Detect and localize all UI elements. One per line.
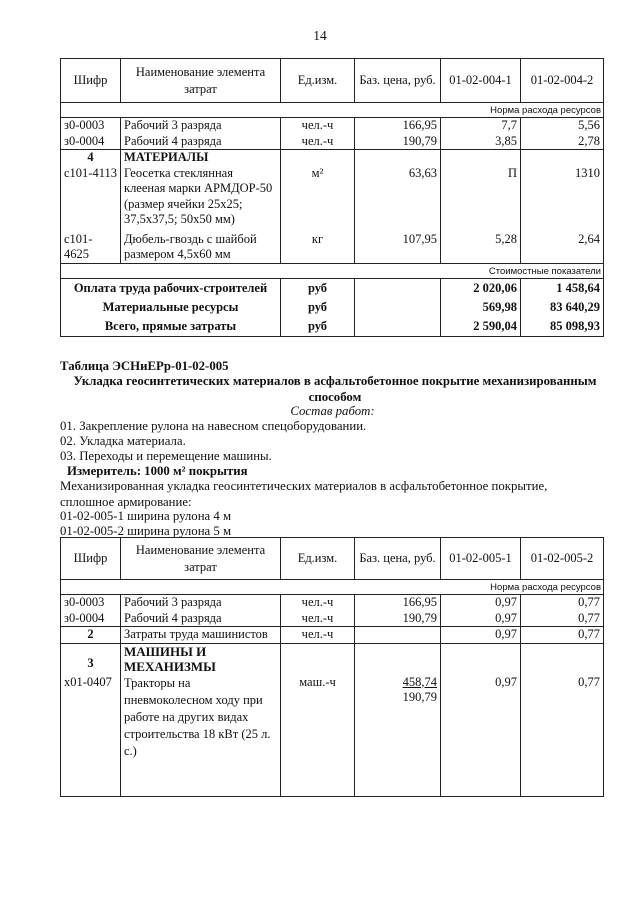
page-number: 14 (313, 28, 327, 43)
row-price: 166,95 (355, 118, 441, 134)
material-name: Дюбель-гвоздь с шайбой размером 4,5х60 мм (121, 228, 281, 264)
row-value-2: 5,56 (521, 118, 604, 134)
work-composition-title: Состав работ: (290, 404, 375, 418)
header-price: Баз. цена, руб. (355, 59, 441, 103)
header-col1: 01-02-005-1 (441, 538, 521, 580)
row-code: з0-0004 (61, 611, 121, 627)
norm-label: Норма расхода ресурсов (61, 580, 604, 595)
total-value-2: 1 458,64 (521, 278, 604, 298)
header-unit: Ед.изм. (281, 59, 355, 103)
header-col2: 01-02-005-2 (521, 538, 604, 580)
row-value-2: 2,78 (521, 134, 604, 150)
machine-unit: маш.-ч (281, 675, 355, 797)
row-name: Рабочий 4 разряда (121, 134, 281, 150)
row-name: Затраты труда машинистов (121, 627, 281, 644)
material-code: с101-4625 (61, 228, 121, 264)
row-code: з0-0003 (61, 118, 121, 134)
machine-price-base: 458,74 (402, 674, 437, 689)
material-value-1: П (441, 166, 521, 228)
table-title: Таблица ЭСНиЕРр-01-02-005 (60, 359, 229, 373)
header-name: Наименование элемента затрат (121, 538, 281, 580)
row-value-1: 0,97 (441, 627, 521, 644)
header-code: Шифр (61, 538, 121, 580)
row-code: 2 (61, 627, 121, 644)
header-unit: Ед.изм. (281, 538, 355, 580)
total-unit: руб (281, 317, 355, 336)
total-unit: руб (281, 298, 355, 317)
norm-label: Норма расхода ресурсов (61, 103, 604, 118)
total-label: Оплата труда рабочих-строителей (61, 278, 281, 298)
total-value-1: 569,98 (441, 298, 521, 317)
row-name: Рабочий 4 разряда (121, 611, 281, 627)
row-value-1: 0,97 (441, 611, 521, 627)
row-code: з0-0004 (61, 134, 121, 150)
work-step: 03. Переходы и перемещение машины. (60, 449, 272, 463)
row-value-2: 0,77 (521, 595, 604, 611)
section-title: МАТЕРИАЛЫ (121, 150, 281, 166)
cost-label: Стоимостные показатели (61, 263, 604, 278)
machine-value-2: 0,77 (521, 675, 604, 797)
header-col2: 01-02-004-2 (521, 59, 604, 103)
machine-name: Тракторы на пневмоколесном ходу при работе на других видах строительства 18 кВт (25 л. с.) (121, 675, 281, 797)
resource-table-005 (60, 537, 604, 797)
header-price: Баз. цена, руб. (355, 538, 441, 580)
machine-price-operator: 190,79 (402, 690, 437, 704)
section-heading: Укладка геосинтетических материалов в асфальтобетонное покрытие механизированным способом (73, 374, 597, 404)
row-name: Рабочий 3 разряда (121, 595, 281, 611)
total-value-1: 2 020,06 (441, 278, 521, 298)
work-step: 01. Закрепление рулона на навесном спецоборудовании. (60, 419, 367, 433)
material-price: 107,95 (355, 228, 441, 264)
material-price: 63,63 (355, 166, 441, 228)
row-value-2: 0,77 (521, 627, 604, 644)
header-code: Шифр (61, 59, 121, 103)
material-unit: кг (281, 228, 355, 264)
section-number: 3 (61, 643, 121, 675)
row-unit: чел.-ч (281, 595, 355, 611)
row-value-1: 7,7 (441, 118, 521, 134)
row-unit: чел.-ч (281, 134, 355, 150)
material-code: с101-4113 (61, 166, 121, 228)
total-value-1: 2 590,04 (441, 317, 521, 336)
work-step: 02. Укладка материала. (60, 434, 186, 448)
row-value-2: 0,77 (521, 611, 604, 627)
header-col1: 01-02-004-1 (441, 59, 521, 103)
row-value-1: 0,97 (441, 595, 521, 611)
row-unit: чел.-ч (281, 118, 355, 134)
row-unit: чел.-ч (281, 611, 355, 627)
work-description: Механизированная укладка геосинтетических материалов в асфальтобетонное покрытие, сплошное армирование: (60, 479, 548, 509)
row-unit: чел.-ч (281, 627, 355, 644)
section-number: 4 (61, 150, 121, 166)
row-price: 190,79 (355, 611, 441, 627)
resource-table-004 (60, 58, 604, 337)
machine-code: х01-0407 (61, 675, 121, 797)
row-price: 190,79 (355, 134, 441, 150)
header-name: Наименование элемента затрат (121, 59, 281, 103)
machine-price (355, 675, 441, 797)
variant: 01-02-005-1 ширина рулона 4 м (60, 509, 232, 523)
total-label: Материальные ресурсы (61, 298, 281, 317)
material-name: Геосетка стеклянная клееная марки АРМДОР-50 (размер ячейки 25х25; 37,5х37,5; 50х50 мм) (121, 166, 281, 228)
row-code: з0-0003 (61, 595, 121, 611)
total-unit: руб (281, 278, 355, 298)
total-label: Всего, прямые затраты (61, 317, 281, 336)
row-value-1: 3,85 (441, 134, 521, 150)
row-price: 166,95 (355, 595, 441, 611)
material-value-1: 5,28 (441, 228, 521, 264)
total-value-2: 83 640,29 (521, 298, 604, 317)
material-unit: м² (281, 166, 355, 228)
row-name: Рабочий 3 разряда (121, 118, 281, 134)
machine-value-1: 0,97 (441, 675, 521, 797)
measure-unit: Измеритель: 1000 м² покрытия (67, 464, 248, 478)
material-value-2: 1310 (521, 166, 604, 228)
section-title: МАШИНЫ И МЕХАНИЗМЫ (121, 643, 281, 675)
material-value-2: 2,64 (521, 228, 604, 264)
total-value-2: 85 098,93 (521, 317, 604, 336)
variant: 01-02-005-2 ширина рулона 5 м (60, 524, 232, 538)
